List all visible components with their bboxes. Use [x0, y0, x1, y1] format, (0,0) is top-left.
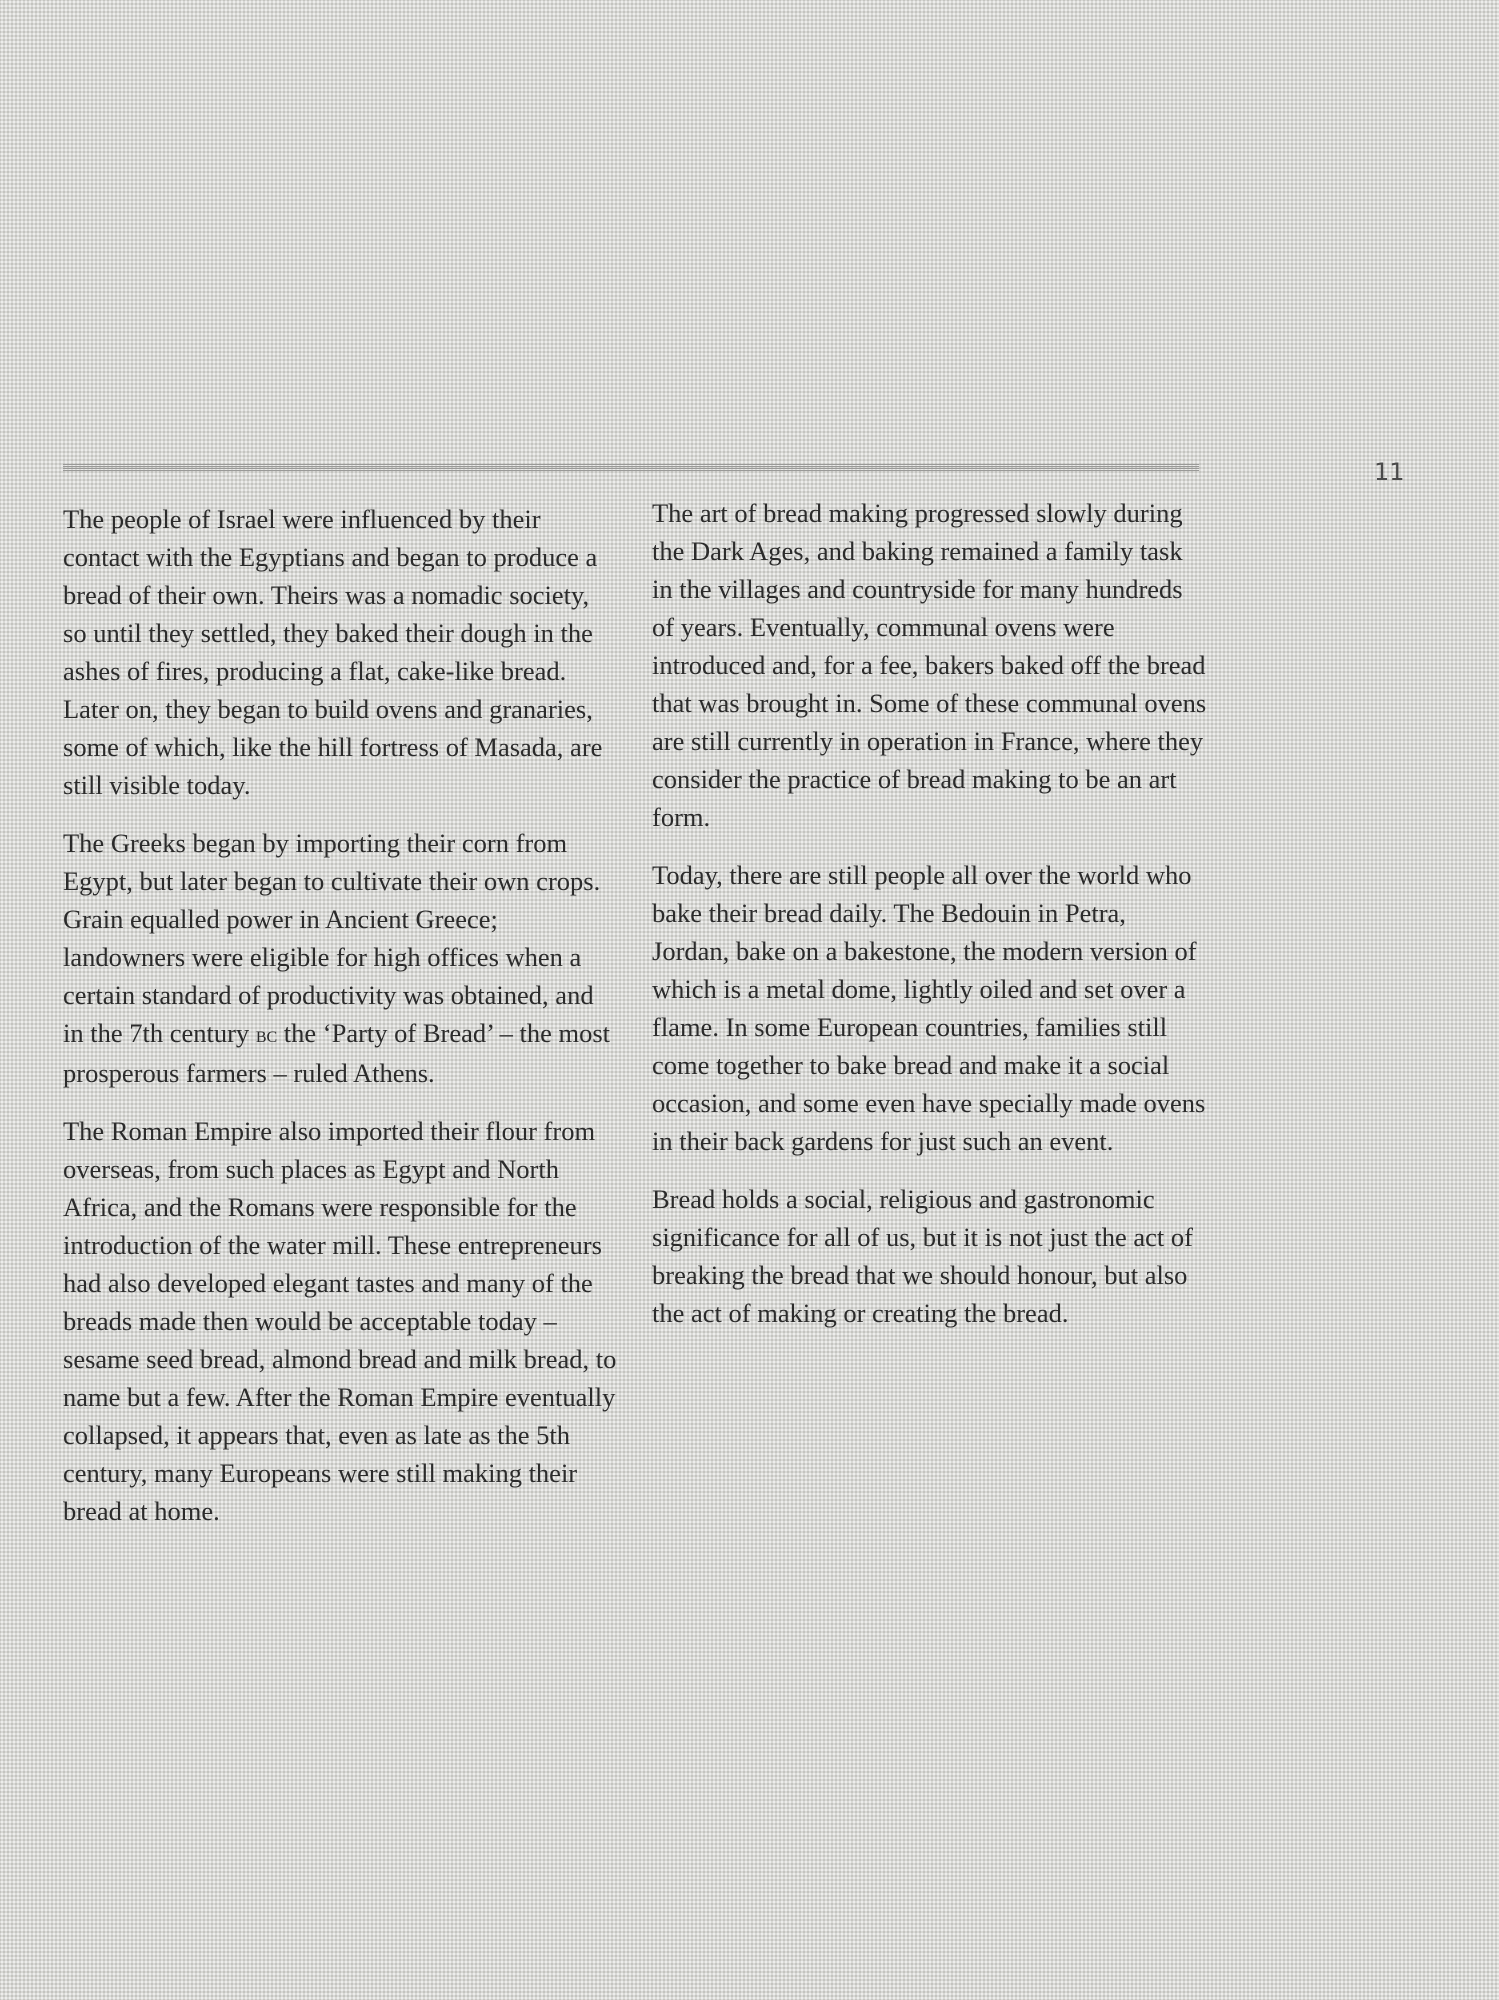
paragraph-today: Today, there are still people all over the world who bake their bread daily. The Bedouin in Petra, Jordan, bake on a bakestone, the modern version of which is a metal dome, lightly oiled and set over a flame. In some European countries, families still come together to bake bread and make it a social occasion, and some even have specially made ovens in their back gardens for just such an event.	[652, 860, 1206, 1156]
paragraph-significance: Bread holds a social, religious and gastronomic significance for all of us, but it is not just the act of breaking the bread that we should honour, but also the act of making or creating the bread.	[652, 1184, 1193, 1328]
paragraph-dark-ages: The art of bread making progressed slowly during the Dark Ages, and baking remained a family task in the villages and countryside for many hundreds of years. Eventually, communal ovens were introduced and, for a fee, bakers baked off the bread that was brought in. Some of these communal ovens are still currently in operation in France, where they consider the practice of bread making to be an art form.	[652, 498, 1207, 832]
era-abbreviation: bc	[255, 1022, 278, 1047]
paragraph-romans: The Roman Empire also imported their flour from overseas, from such places as Egypt and North Africa, and the Romans were responsible for the introduction of the water mill. These entrepreneurs had also developed elegant tastes and many of the breads made then would be acceptable today – sesame seed bread, almond bread and milk bread, to name but a few. After the Roman Empire eventually collapsed, it appears that, even as late as the 5th century, many Europeans were still making their bread at home.	[63, 1116, 617, 1526]
header-rule	[63, 464, 1199, 472]
paragraph-greeks-text: The Greeks began by importing their corn from Egypt, but later began to cultivate their own crops. Grain equalled power in Ancient Greece; landowners were eligible for high offices when a certain standard of productivity was obtained, and in the 7th century	[63, 828, 601, 1048]
left-column	[63, 500, 619, 1550]
page-number: 11	[1374, 458, 1405, 486]
right-column	[652, 494, 1208, 1352]
paragraph-greeks-text-end: the ‘Party of Bread’ – the most prosperous farmers – ruled Athens.	[63, 1018, 611, 1088]
paragraph-israel: The people of Israel were influenced by their contact with the Egyptians and began to produce a bread of their own. Theirs was a nomadic society, so until they settled, they baked their dough in the ashes of fires, producing a flat, cake-like bread. Later on, they began to build ovens and granaries, some of which, like the hill fortress of Masada, are still visible today.	[63, 504, 603, 800]
paragraph-greeks	[63, 824, 619, 1092]
